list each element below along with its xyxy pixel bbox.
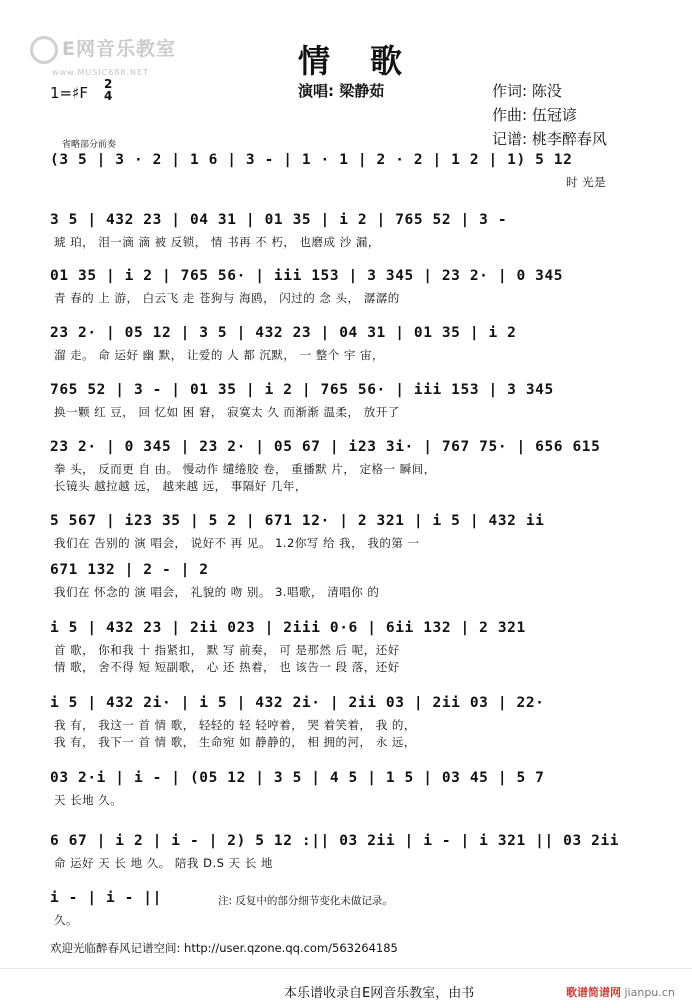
- lyrics-line: 我 有， 我下一 首 情 歌， 生命宛 如 静静的， 相 拥的河， 永 远，: [54, 735, 416, 749]
- lyrics-line: 青 春的 上 游， 白云飞 走 苍狗与 海鸥， 闪过的 念 头， 潺潺的: [54, 291, 400, 305]
- lyrics-line: 我们在 告别的 演 唱会， 说好不 再 见。 1.2你写 给 我， 我的第 一: [54, 536, 420, 550]
- notes-row: 5 567 | i23 35 | 5 2 | 671 12· | 2 321 | i 5 | 432 ii: [50, 513, 545, 529]
- notes-row: (3 5 | 3 · 2 | 1 6 | 3 - | 1 · 1 | 2 · 2 | 1 2 | 1) 5 12: [50, 152, 573, 168]
- lyrics-line: 溜 走。 命 运好 幽 默， 让爱的 人 都 沉默， 一 整个 宇 宙，: [54, 348, 385, 362]
- time-signature: [104, 78, 112, 102]
- notes-row: 03 2·i | i - | (05 12 | 3 5 | 4 5 | 1 5 | 03 45 | 5 7: [50, 770, 545, 786]
- lyrics-line: 情 歌， 舍不得 短 短副歌， 心 还 热着， 也 该告一 段 落，还好: [54, 660, 400, 674]
- lyrics-line: 换一颗 红 豆， 回 忆如 困 窘， 寂寞太 久 而渐渐 温柔， 放开了: [54, 405, 400, 419]
- lyricist-credit: 作词: 陈没: [492, 82, 562, 100]
- lyrics-line: 我 有， 我这一 首 情 歌， 轻轻的 轻 轻哼着， 哭 着笑着， 我 的，: [54, 718, 416, 732]
- lyrics-line: 命 运好 天 长 地 久。 陪我 D.S 天 长 地: [54, 856, 273, 870]
- lyrics-line: 首 歌， 你和我 十 指紧扣， 默 写 前奏， 可 是那然 后 呢，还好: [54, 643, 400, 657]
- site-logo: [30, 34, 176, 64]
- lyrics-line: 我们在 怀念的 演 唱会， 礼貌的 吻 别。 3.唱歌， 清唱你 的: [54, 585, 380, 599]
- time-signature-top: 2: [104, 77, 113, 91]
- footer-divider: [0, 968, 692, 969]
- composer-credit: 作曲: 伍冠谚: [492, 106, 577, 124]
- transcriber-credit: 记谱: 桃李醉春风: [492, 130, 607, 148]
- logo-url: www.MUSIC688.NET: [52, 68, 149, 77]
- footer-source: 本乐谱收录自E网音乐教室，由书: [284, 986, 475, 1001]
- notes-row: 6 67 | i 2 | i - | 2) 5 12 :|| 03 2ii | i - | i 321 || 03 2ii: [50, 833, 620, 849]
- notes-row: 23 2· | 0 345 | 23 2· | 05 67 | i23 3i· | 767 75· | 656 615: [50, 439, 601, 455]
- song-title: 情歌: [298, 42, 443, 80]
- lyrics-line: 天 长地 久。: [54, 793, 123, 807]
- watermark: [566, 984, 675, 1000]
- lyrics-line: 琥 珀， 泪一滴 滴 被 反锁， 情 书再 不 朽， 也磨成 沙 漏，: [54, 235, 380, 249]
- logo-text: E网音乐教室: [62, 38, 176, 60]
- watermark-grey: jianpu.cn: [624, 986, 675, 999]
- lyrics-line: 久。: [54, 913, 78, 927]
- notes-row: i 5 | 432 23 | 2ii 023 | 2iii 0·6 | 6ii 132 | 2 321: [50, 620, 526, 636]
- watermark-red: 歌谱简谱网: [566, 986, 621, 999]
- lyrics-line: 拳 头， 反而更 自 由。 慢动作 缱绻胶 卷， 重播默 片， 定格一 瞬间，: [54, 462, 436, 476]
- lyrics-line: 时 光是: [566, 175, 607, 189]
- notes-row: 3 5 | 432 23 | 04 31 | 01 35 | i 2 | 765 52 | 3 -: [50, 212, 508, 228]
- logo-swirl-icon: [30, 36, 58, 64]
- notes-row: 671 132 | 2 - | 2: [50, 562, 209, 578]
- time-signature-bottom: 4: [104, 89, 113, 103]
- notes-row: i 5 | 432 2i· | i 5 | 432 2i· | 2ii 03 | 2ii 03 | 22·: [50, 695, 545, 711]
- notes-row: i - | i - ||: [50, 890, 162, 906]
- singer-credit: 演唱: 梁静茹: [298, 82, 385, 100]
- notes-row: 01 35 | i 2 | 765 56· | iii 153 | 3 345 | 23 2· | 0 345: [50, 268, 564, 284]
- notation-note: 注: 反复中的部分细节变化未做记录。: [218, 895, 393, 907]
- key-signature: 1=♯F: [50, 84, 88, 102]
- notes-row: 23 2· | 05 12 | 3 5 | 432 23 | 04 31 | 01 35 | i 2: [50, 325, 517, 341]
- visit-link-text[interactable]: 欢迎光临醉春风记谱空间: http://user.qzone.qq.com/563264185: [50, 941, 398, 955]
- omitted-intro-note: 省略部分前奏: [62, 140, 117, 150]
- lyrics-line: 长镜头 越拉越 远， 越来越 远， 事隔好 几年，: [54, 479, 307, 493]
- notes-row: 765 52 | 3 - | 01 35 | i 2 | 765 56· | iii 153 | 3 345: [50, 382, 554, 398]
